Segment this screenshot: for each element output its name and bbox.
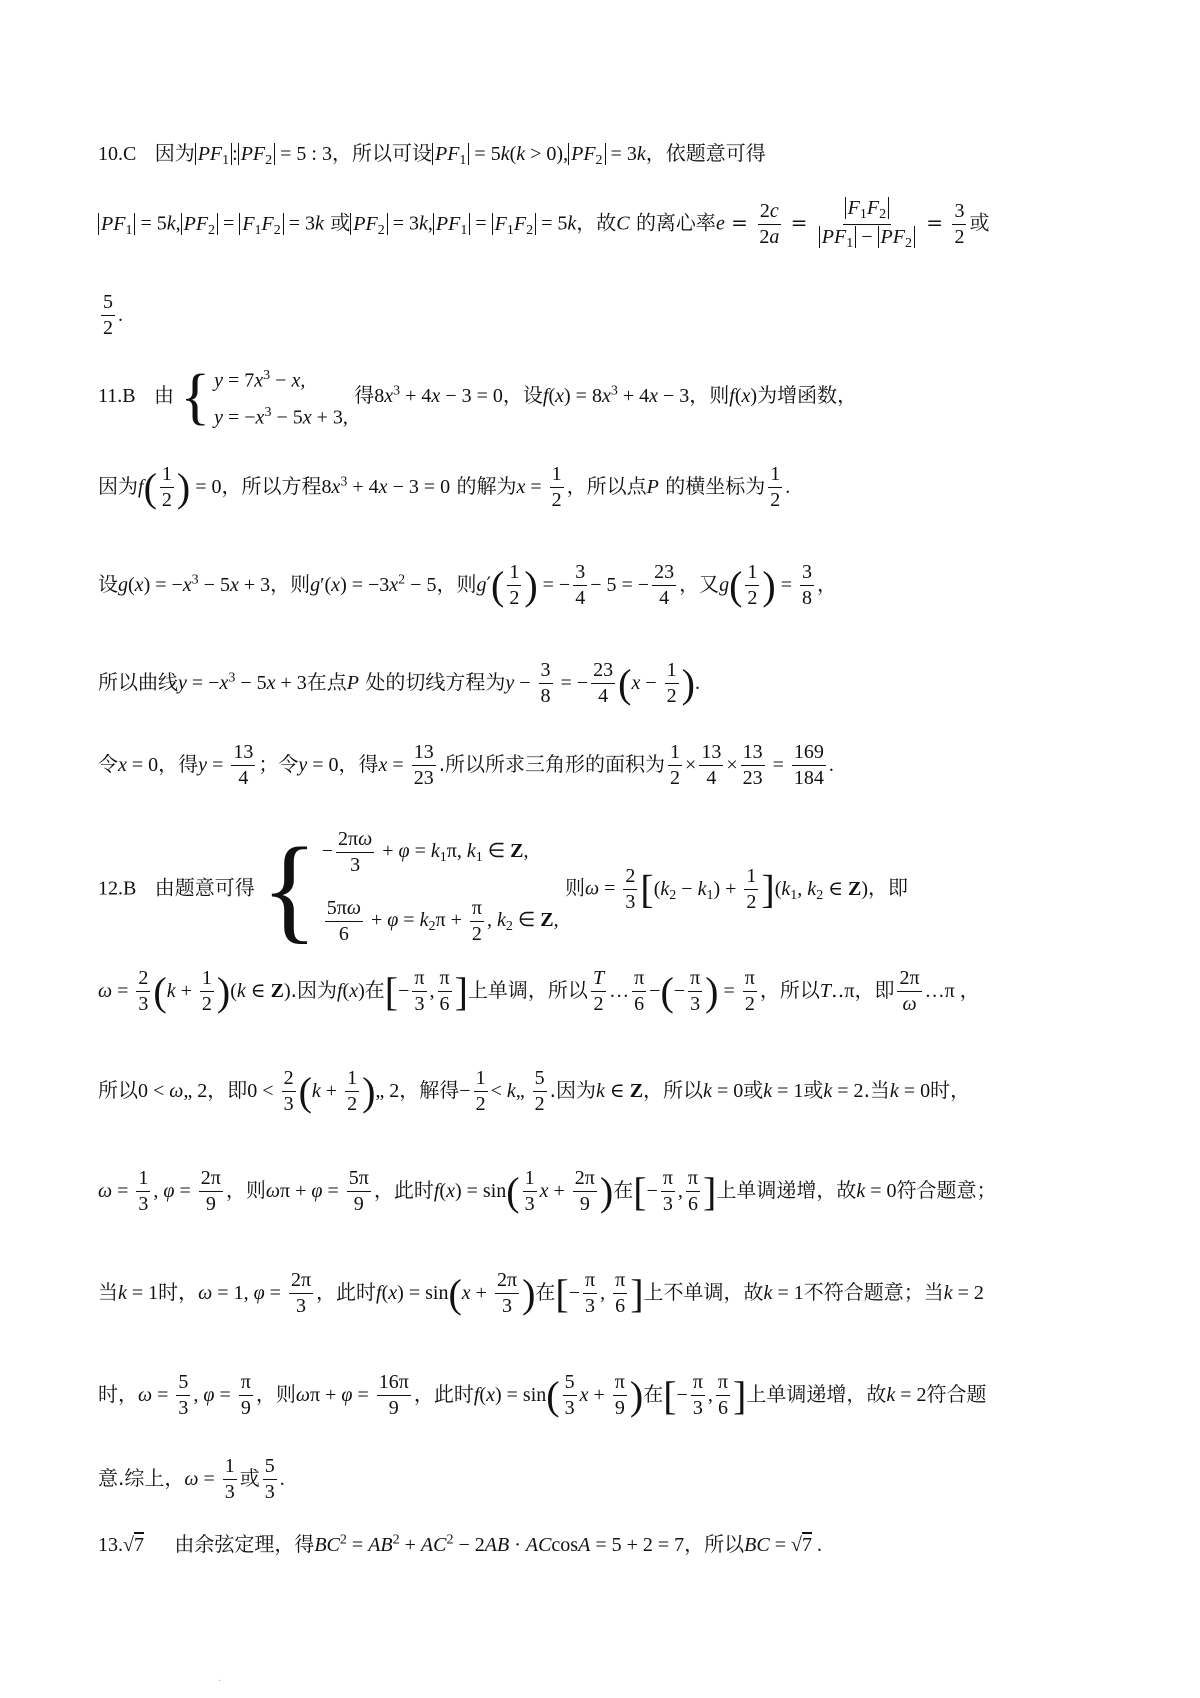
p10-line-1: 10.C 因为 $PF_1$ : $PF_2 = 5$ : 3，所以可设 $PF_1 = 5k(k > 0)$, $PF_2 = 3k$，依题意可得 bbox=[98, 141, 766, 169]
p12-label: 12.B bbox=[98, 877, 137, 900]
p11-line-4: 所以曲线$y = -x^3 - 5x + 3$在点P 处的切线方程为y − $\frac{3}{8}$ = − $\frac{23}{4}$ (x − $\frac{1}{2}$ ). bbox=[98, 659, 700, 707]
p13-line-1: 13.√7 由余弦定理，得$BC^2 = AB^2 + AC^2 - 2AB \cdot ACcosA = 5 + 2 = 7$，所以BC = √7 . bbox=[98, 1532, 822, 1556]
p12-line-5: 当k = 1时，ω = 1, φ = $\frac{2\pi}{3}$ ，此时f(x) = sin(x + $\frac{2\pi}{3}$ )在[− $\frac{\pi}{3}$ , $\frac{\pi}{6}$ ]上不单调，故k = 1不符合题意；当k = 2 bbox=[98, 1269, 984, 1317]
p12-line-2: ω = $\frac{2}{3}$ (k + $\frac{1}{2}$ )(k ∈ Z).因为f(x)在[− $\frac{\pi}{3}$ , $\frac{\pi}{6}$ ]上单调，所以 $\frac{T}{2}$ … $\frac{\pi}{6}$ −(− $\frac{\pi}{3}$ ) = $\frac{\pi}{2}$ ，所以T‥π，即 $\frac{2\pi}{\omega}$ …π ， bbox=[98, 967, 980, 1015]
p10-line-3: $\frac{5}{2}$ . bbox=[103, 291, 123, 339]
p10-label: 10.C bbox=[98, 143, 137, 165]
p12-line-3: 所以0 < ω„ 2，即0 < $\frac{2}{3}$ (k + $\frac{1}{2}$ )„ 2，解得− $\frac{1}{2}$ < k„ $\frac{5}{2}$ .因为k ∈ Z，所以k = 0或k = 1或k = 2.当k = 0时， bbox=[98, 1067, 971, 1115]
page-mark: · bbox=[218, 1676, 222, 1687]
p12-line-1: 12.B 由题意可得 { − $\frac{2\pi\omega}{3}$ + $\varphi = k_1\pi$, $k_1$ ∈ Z, $\frac{5\pi\omega}{6}$ + $\varphi = k_2\pi$ + $\frac{\pi}{2}$ , $k_2$ ∈ Z, 则ω = $\frac{2}{3}$ [$(k_2 - k_1)$ + $\frac{1}{2}$ ]($k_1$, $k_2$ ∈ Z)，即 bbox=[98, 823, 909, 955]
p11-line-2: 因为f( $\frac{1}{2}$ ) = 0，所以方程$8x^3 + 4x - 3 = 0$ 的解为x = $\frac{1}{2}$ ，所以点P 的横坐标为 $\frac{1}{2}$ . bbox=[98, 463, 791, 511]
p11-label: 11.B bbox=[98, 385, 136, 408]
p12-line-7: 意.综上，ω = $\frac{1}{3}$ 或 $\frac{5}{3}$ . bbox=[98, 1455, 285, 1503]
p12-line-6: 时，ω = $\frac{5}{3}$ , φ = $\frac{\pi}{9}$ ，则ωπ + φ = $\frac{16\pi}{9}$ ，此时f(x) = sin( $\frac{5}{3}$ x + $\frac{\pi}{9}$ )在[− $\frac{\pi}{3}$ , $\frac{\pi}{6}$ ]上单调递增，故k = 2符合题 bbox=[98, 1371, 987, 1419]
p11-line-3: 设$g(x) = -x^3 - 5x + 3$，则$g'(x) = -3x^2 - 5$，则g′( $\frac{1}{2}$ ) = − $\frac{3}{4}$ − 5 = − $\frac{23}{4}$ ，又g( $\frac{1}{2}$ ) = $\frac{3}{8}$ ， bbox=[98, 561, 837, 609]
p11-line-1: 11.B 由 { $y = 7x^3 - x$, $y = -x^3 - 5x + 3$, 得$8x^3 + 4x - 3 = 0$，设$f(x) = 8x^3 + 4x - 3$，则f(x)为增函数， bbox=[98, 362, 858, 431]
p10-line-2: $PF_1 = 5k$, $PF_2 = F_1F_2 = 3k$ 或 $PF_2 = 3k$, $PF_1 = F_1F_2 = 5k$，故C 的离心率e = $\frac{2c}{2a}$ = $\frac{F_1F_2}{PF_1 - PF_2}$ = $\frac{3}{2}$ 或 bbox=[98, 196, 989, 252]
p13-label: 13. bbox=[98, 1534, 123, 1556]
p11-line-5: 令x = 0，得y = $\frac{13}{4}$ ；令y = 0，得x = $\frac{13}{23}$ .所以所求三角形的面积为 $\frac{1}{2}$ × $\frac{13}{4}$ × $\frac{13}{23}$ = $\frac{169}{184}$ . bbox=[98, 741, 834, 789]
p12-line-4: ω = $\frac{1}{3}$ , φ = $\frac{2\pi}{9}$ ，则ωπ + φ = $\frac{5\pi}{9}$ ，此时f(x) = sin( $\frac{1}{3}$ x + $\frac{2\pi}{9}$ )在[− $\frac{\pi}{3}$ , $\frac{\pi}{6}$ ]上单调递增，故k = 0符合题意； bbox=[98, 1167, 997, 1215]
